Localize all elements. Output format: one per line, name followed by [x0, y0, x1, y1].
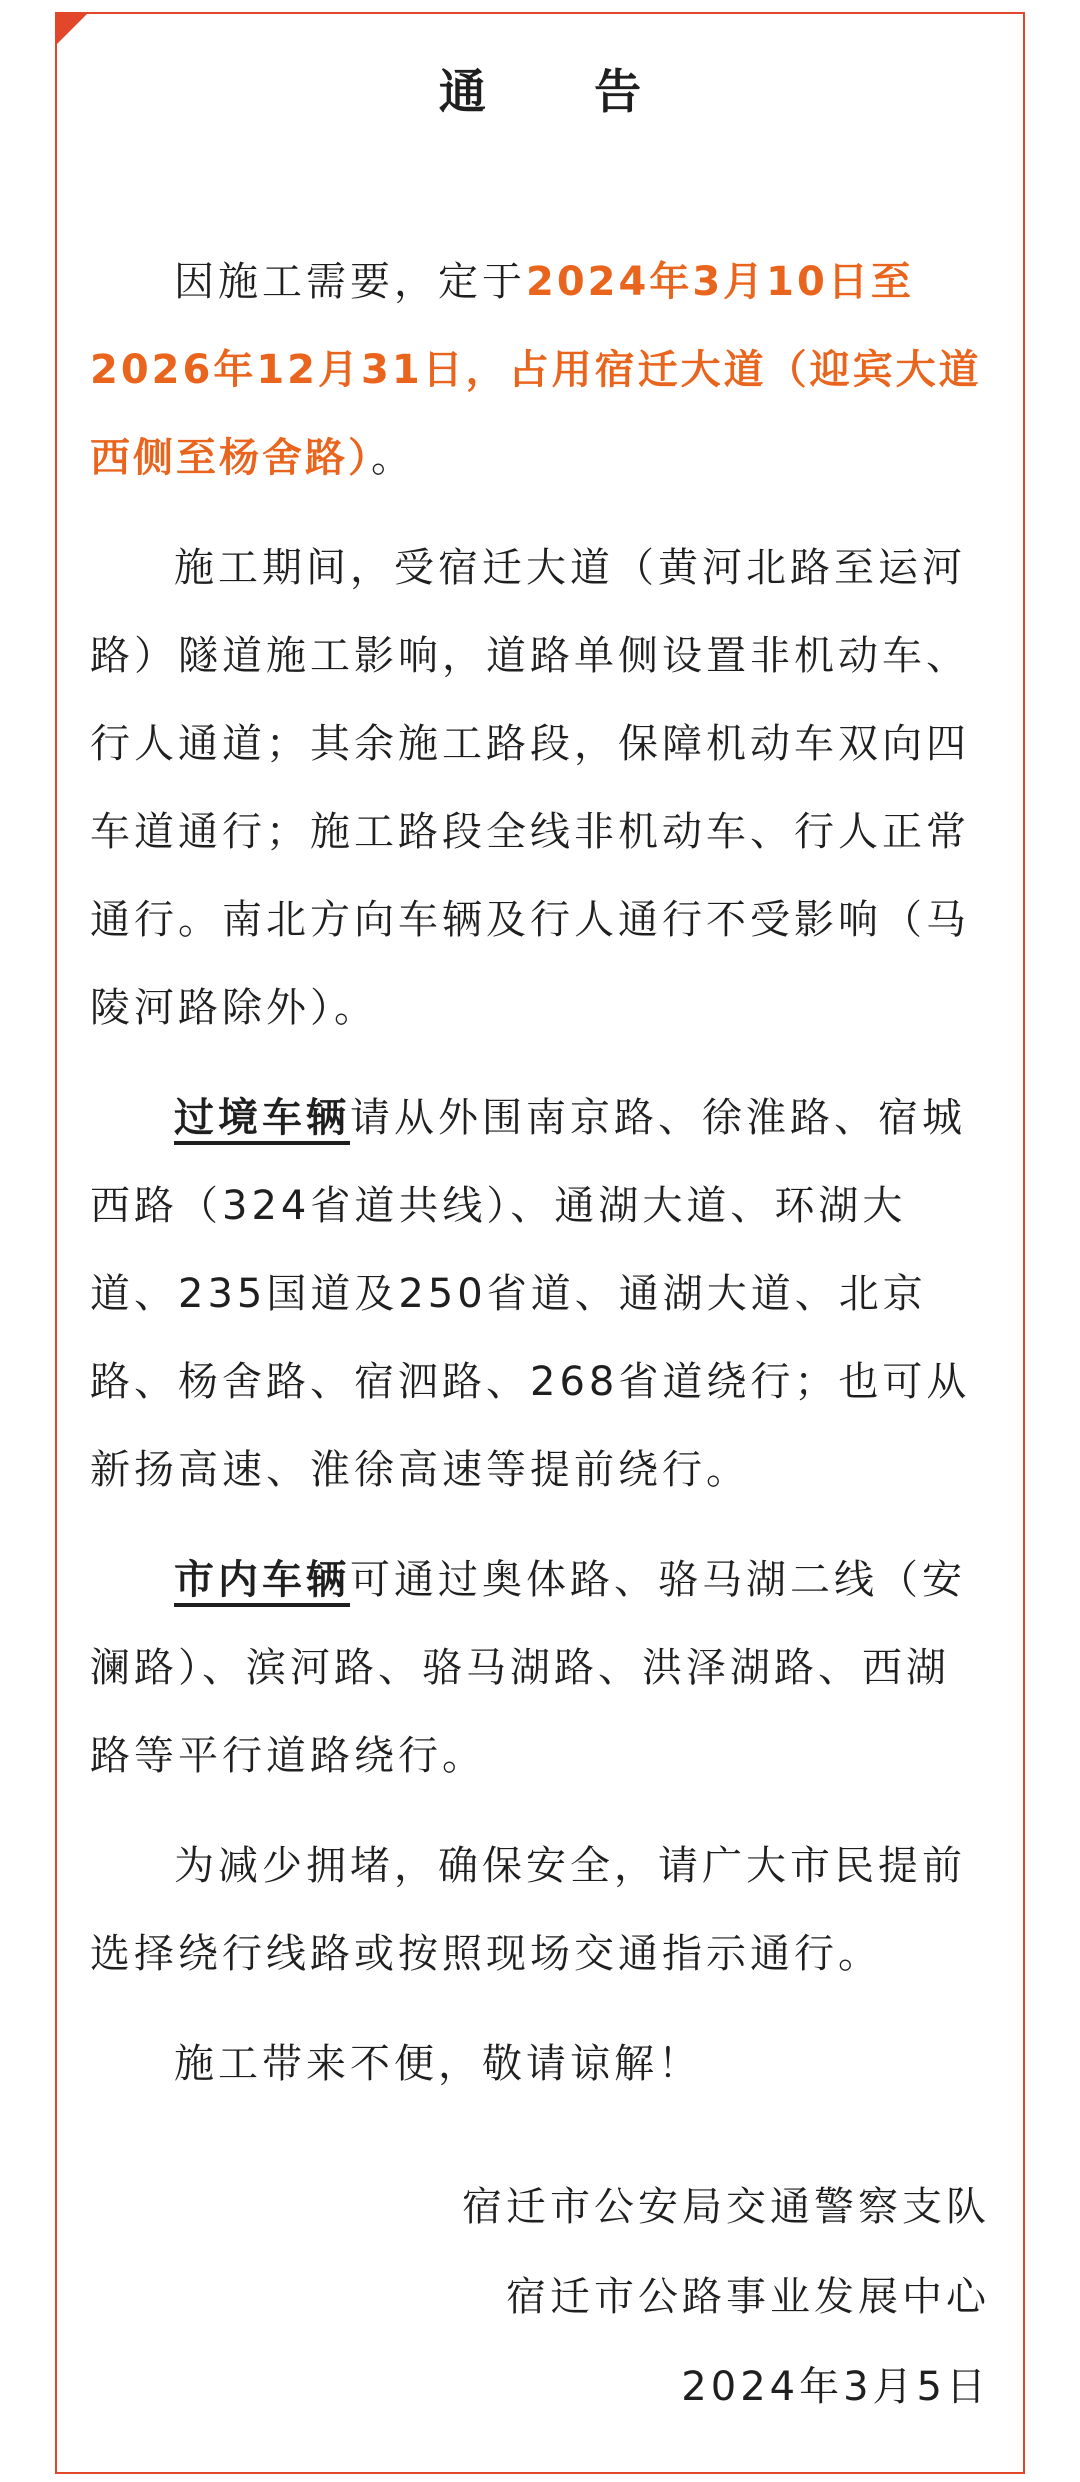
transit-vehicles-text: 请从外围南京路、徐淮路、宿城西路（324省道共线）、通湖大道、环湖大道、235国道及250省道、通湖大道、北京路、杨舍路、宿泗路、268省道绕行；也可从新扬高速、淮徐高速等提前绕行。	[90, 1095, 971, 1493]
paragraph-tail: 。	[371, 435, 415, 481]
paragraph-construction-period	[90, 238, 990, 502]
paragraph-advice: 为减少拥堵，确保安全，请广大市民提前选择绕行线路或按照现场交通指示通行。	[90, 1843, 966, 1977]
highlight-dates-location: 2024年3月10日至2026年12月31日，占用宿迁大道（迎宾大道西侧至杨舍路）	[90, 259, 982, 481]
paragraph-construction-impact: 施工期间，受宿迁大道（黄河北路至运河路）隧道施工影响，道路单侧设置非机动车、行人通道；其余施工路段，保障机动车双向四车道通行；施工路段全线非机动车、行人正常通行。南北方向车辆及行人通行不受影响（马陵河路除外）。	[90, 545, 970, 1031]
corner-fold-decoration	[55, 12, 89, 46]
paragraph-apology: 施工带来不便，敬请谅解！	[174, 2041, 702, 2087]
city-vehicles-text: 可通过奥体路、骆马湖二线（安澜路）、滨河路、骆马湖路、洪泽湖路、西湖路等平行道路绕行。	[90, 1557, 966, 1779]
signature-org-highway-center: 宿迁市公路事业发展中心	[506, 2274, 990, 2320]
paragraph-transit-vehicles	[90, 1074, 990, 1514]
paragraph-city-vehicles	[90, 1536, 990, 1800]
signature-date: 2024年3月5日	[681, 2364, 990, 2410]
signature-org-traffic-police: 宿迁市公安局交通警察支队	[462, 2184, 990, 2230]
city-vehicles-label: 市内车辆	[174, 1557, 350, 1603]
paragraph-lead-text: 因施工需要，定于	[174, 259, 526, 305]
signature-block	[462, 2162, 990, 2432]
notice-body	[90, 238, 990, 2108]
notice-title: 通 告	[438, 65, 688, 120]
transit-vehicles-label: 过境车辆	[174, 1095, 350, 1141]
